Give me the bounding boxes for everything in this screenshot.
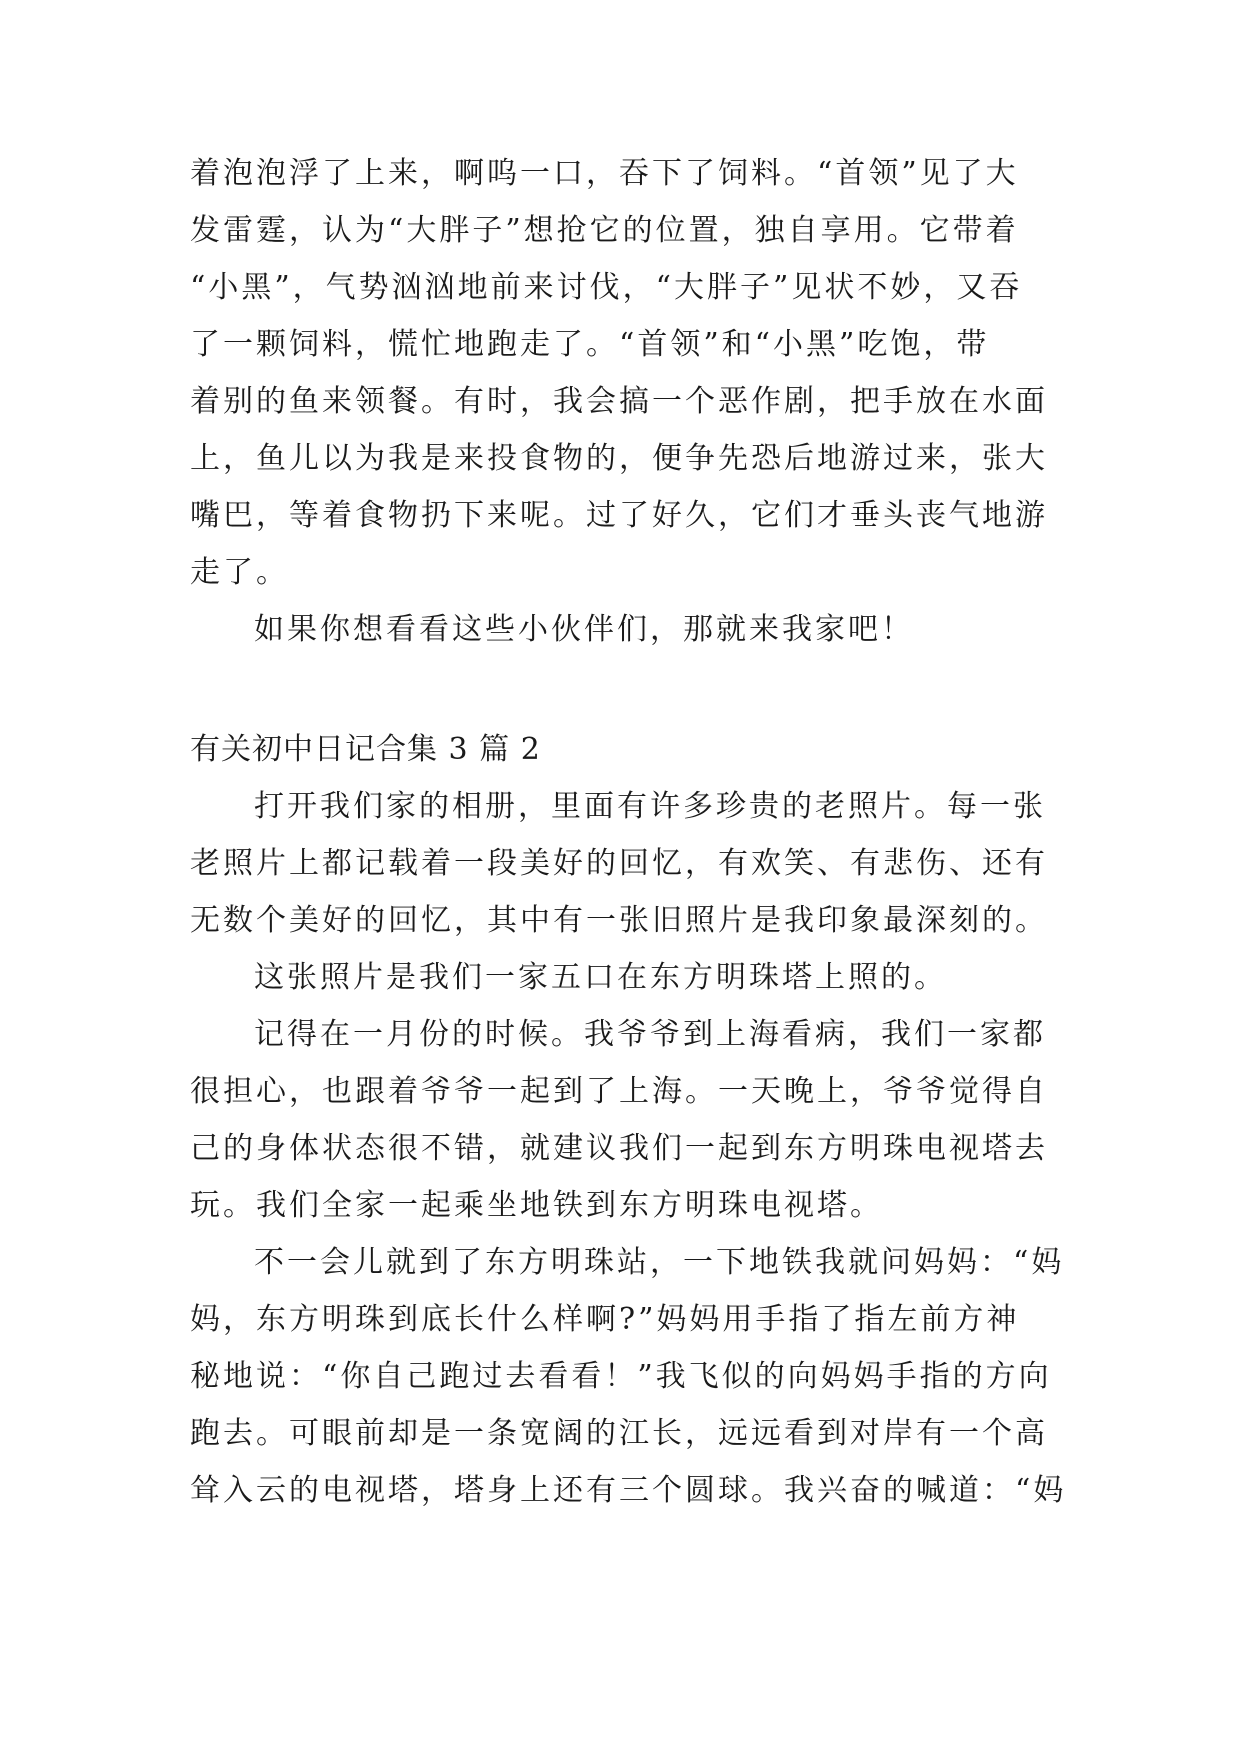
text-line: 妈，东方明珠到底长什么样啊?”妈妈用手指了指左前方神 — [190, 1302, 1020, 1337]
text-line: 己的身体状态很不错，就建议我们一起到东方明珠电视塔去 — [190, 1131, 1048, 1166]
text-line: 嘴巴，等着食物扔下来呢。过了好久，它们才垂头丧气地游 — [190, 498, 1048, 533]
text-line: 很担心，也跟着爷爷一起到了上海。一天晚上，爷爷觉得自 — [190, 1074, 1048, 1109]
text-line: 记得在一月份的时候。我爷爷到上海看病，我们一家都 — [254, 1017, 1046, 1052]
text-line: 着泡泡浮了上来，啊呜一口，吞下了饲料。“首领”见了大 — [190, 156, 1019, 191]
text-line: 了一颗饲料，慌忙地跑走了。“首领”和“小黑”吃饱，带 — [190, 327, 990, 362]
text-line: 发雷霆，认为“大胖子”想抢它的位置，独自享用。它带着 — [190, 213, 1019, 248]
text-line: 打开我们家的相册，里面有许多珍贵的老照片。每一张 — [254, 789, 1046, 824]
text-line: 玩。我们全家一起乘坐地铁到东方明珠电视塔。 — [190, 1188, 883, 1223]
text-line: 这张照片是我们一家五口在东方明珠塔上照的。 — [254, 960, 947, 995]
text-line: 老照片上都记载着一段美好的回忆，有欢笑、有悲伤、还有 — [190, 846, 1048, 881]
closing-line: 如果你想看看这些小伙伴们，那就来我家吧！ — [254, 612, 914, 647]
section-title: 有关初中日记合集 3 篇 2 — [190, 732, 541, 767]
text-line: “小黑”，气势汹汹地前来讨伐，“大胖子”见状不妙，又吞 — [190, 270, 1023, 305]
text-line: 着别的鱼来领餐。有时，我会搞一个恶作剧，把手放在水面 — [190, 384, 1048, 419]
text-line: 秘地说：“你自己跑过去看看！”我飞似的向妈妈手指的方向 — [190, 1359, 1052, 1394]
text-line: 不一会儿就到了东方明珠站，一下地铁我就问妈妈：“妈 — [254, 1245, 1065, 1280]
text-line: 跑去。可眼前却是一条宽阔的江长，远远看到对岸有一个高 — [190, 1416, 1048, 1451]
text-line: 上，鱼儿以为我是来投食物的，便争先恐后地游过来，张大 — [190, 441, 1048, 476]
text-line: 耸入云的电视塔，塔身上还有三个圆球。我兴奋的喊道：“妈 — [190, 1473, 1067, 1508]
text-line: 无数个美好的回忆，其中有一张旧照片是我印象最深刻的。 — [190, 903, 1048, 938]
text-line: 走了。 — [190, 555, 289, 590]
